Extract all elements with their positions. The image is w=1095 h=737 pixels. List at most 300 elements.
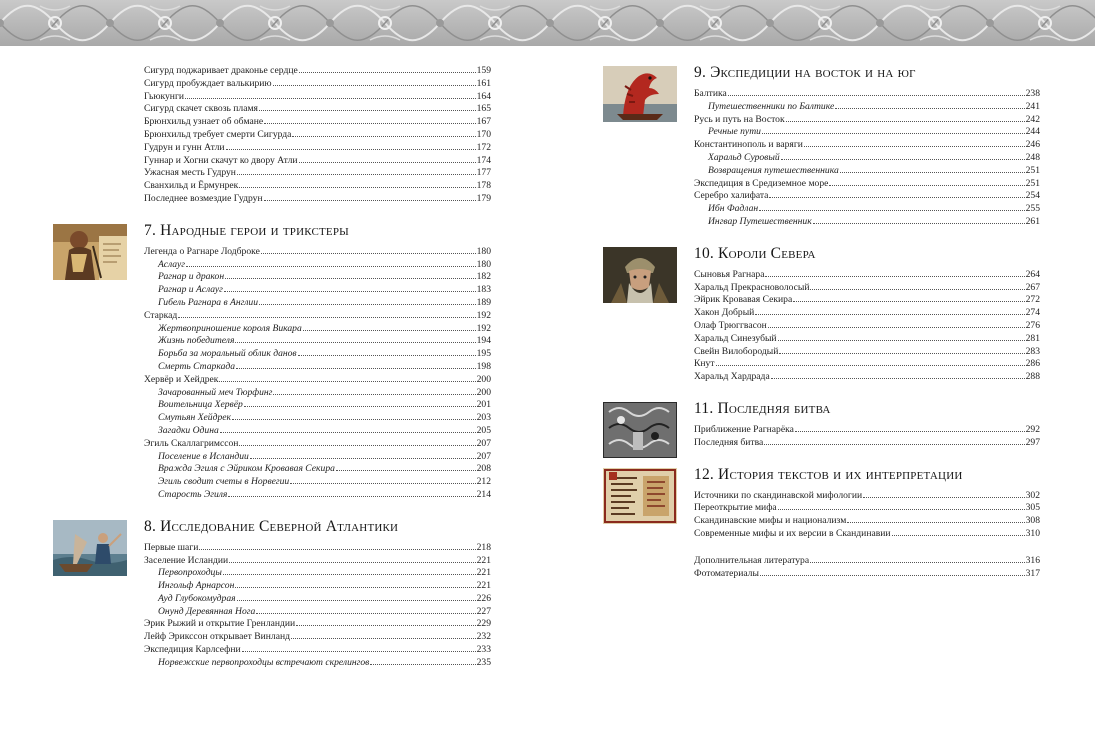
entry-title: Экспедиция в Средиземное море [694,177,829,189]
entry-title: Смутьян Хейдрек [158,412,232,424]
dot-leader [892,527,1025,536]
entry-title: Речные пути [708,126,761,138]
dot-leader [228,488,475,497]
toc-entry[interactable] [144,617,491,630]
page-number: 286 [1025,358,1040,370]
dot-leader [778,332,1025,341]
page-number: 297 [1025,436,1040,448]
entry-title: Фотоматериалы [694,567,759,579]
page-number: 174 [476,154,491,166]
toc-entry[interactable] [144,192,491,205]
dot-leader [259,296,476,305]
dot-leader [810,554,1024,563]
toc-entry[interactable] [144,541,491,554]
dot-leader [219,373,475,382]
page-number: 254 [1025,190,1040,202]
entry-title: Смерть Старкада [158,360,236,372]
page-number: 235 [476,656,491,668]
toc-back-matter [694,554,1040,580]
section-12-illustration [603,468,677,524]
toc-entry[interactable] [144,128,491,141]
toc-subentry[interactable] [144,258,491,271]
entry-title: Легенда о Рагнаре Лодброке [144,245,260,257]
toc-subentry[interactable] [144,283,491,296]
dot-leader [813,215,1025,224]
dot-leader [237,592,476,601]
toc-section-10 [694,245,1040,383]
entry-title: Брюнхильд требует смерти Сигурда [144,128,292,140]
section-9-heading: 9. Экспедиции на восток и на юг [694,64,916,81]
page-number: 164 [476,90,491,102]
toc-entry[interactable] [144,630,491,643]
dot-leader [236,360,476,369]
entry-title: Заселение Исландии [144,554,229,566]
entry-title: Ауд Глубокомудрая [158,592,236,604]
toc-subentry[interactable] [144,656,491,669]
dot-leader [264,192,476,201]
entry-title: Современные мифы и их версии в Скандинавии [694,527,891,539]
dot-leader [765,268,1024,277]
page-number: 180 [476,258,491,270]
entry-title: Переоткрытие мифа [694,502,777,514]
dot-leader [793,293,1024,302]
dot-leader [716,357,1025,366]
entry-title: Экспедиция Карлсефни [144,644,241,656]
entry-title: Харальд Прекрасноволосый [694,281,810,293]
dot-leader [781,151,1025,160]
entry-title: Лейф Эрикссон открывает Винланд [144,631,290,643]
toc-subentry[interactable] [694,125,1040,138]
section-10-heading: 10. Короли Севера [694,244,816,262]
section-11-heading: 11. Последняя битва [694,399,831,417]
toc-entry[interactable] [694,436,1040,449]
toc-entry[interactable] [694,87,1040,100]
page-number: 292 [1025,423,1040,435]
dot-leader [299,154,476,163]
dot-leader [226,141,476,150]
dot-leader [786,113,1025,122]
dot-leader [291,630,476,639]
toc-entry[interactable] [144,90,491,103]
section-9-illustration [603,66,677,122]
toc-subentry[interactable] [144,360,491,373]
page-number: 226 [476,592,491,604]
entry-title: Жертвоприношение короля Викара [158,322,302,334]
dot-leader [829,177,1024,186]
toc-right-column [694,64,1040,579]
dot-leader [239,179,475,188]
toc-entry[interactable] [694,423,1040,436]
toc-subentry[interactable] [144,411,491,424]
dot-leader [840,164,1025,173]
dot-leader [370,656,475,665]
toc-entry[interactable] [694,113,1040,126]
dot-leader [256,605,475,614]
page-number: 195 [476,348,491,360]
entry-title: Первопроходцы [158,567,222,579]
entry-title: Старкад [144,309,178,321]
entry-title: Старость Эгиля [158,488,228,500]
toc-entry[interactable] [144,245,491,258]
page-number: 194 [476,335,491,347]
entry-title: Приближение Рагнарёка [694,423,794,435]
toc-entry[interactable] [694,357,1040,370]
page-number: 172 [476,141,491,153]
entry-title: Сигурд поджаривает драконье сердце [144,65,298,76]
dot-leader [239,437,475,446]
entry-title: Константинополь и варяги [694,139,803,151]
page-number: 288 [1025,371,1040,383]
entry-title: Онунд Деревянная Нога [158,605,256,617]
entry-title: Хакон Добрый [694,307,755,319]
page-number: 229 [476,618,491,630]
dot-leader [728,87,1025,96]
dot-leader [244,398,476,407]
dot-leader [298,347,476,356]
toc-subentry[interactable] [144,462,491,475]
toc-entry[interactable] [694,319,1040,332]
section-7-heading: 7. Народные герои и трикстеры [144,221,349,239]
toc-entry[interactable] [144,643,491,656]
entry-title: Сыновья Рагнара [694,268,765,280]
toc-entry[interactable] [144,102,491,115]
toc-entry[interactable] [694,345,1040,358]
entry-title: Гуннар и Хогни скачут ко двору Атли [144,154,298,166]
toc-section-9 [694,64,1040,228]
entry-title: Дополнительная литература [694,554,810,566]
page-number: 251 [1025,164,1040,176]
page-number: 165 [476,103,491,115]
toc-entry[interactable] [144,154,491,167]
toc-section-8 [144,518,491,669]
toc-entry[interactable] [694,268,1040,281]
page-number: 192 [476,309,491,321]
entry-title: Зачарованный меч Тюрфинг [158,386,273,398]
dot-leader [778,501,1025,510]
dot-leader [290,475,475,484]
entry-title: Эгиль сводит счеты в Норвегии [158,476,290,488]
toc-subentry[interactable] [694,202,1040,215]
page-number: 170 [476,128,491,140]
page-number: 264 [1025,268,1040,280]
toc-entry[interactable] [144,373,491,386]
entry-title: Харальд Хардрада [694,371,770,383]
toc-section-continued [144,64,491,205]
entry-title: Возвращения путешественника [708,164,839,176]
dot-leader [771,370,1025,379]
toc-section-11 [694,400,1040,449]
page-number: 200 [476,373,491,385]
page-number: 192 [476,322,491,334]
page-number: 308 [1025,515,1040,527]
dot-leader [259,102,476,111]
toc-subentry[interactable] [144,488,491,501]
page-number: 207 [476,450,491,462]
dot-leader [261,245,476,254]
section-12-heading: 12. История текстов и их интерпретации [694,465,963,483]
toc-subentry[interactable] [144,579,491,592]
dot-leader [237,166,476,175]
toc-section-12 [694,466,1040,540]
page-number: 214 [476,488,491,500]
dot-leader [755,306,1024,315]
dot-leader [835,100,1024,109]
page-number: 218 [476,541,491,553]
dot-leader [186,258,476,267]
toc-entry[interactable] [694,489,1040,502]
toc-entry[interactable] [694,281,1040,294]
page-number: 283 [1025,345,1040,357]
page-number: 233 [476,644,491,656]
entry-title: Брюнхильд узнает об обмане [144,116,264,128]
page-number: 276 [1025,319,1040,331]
entry-title: Сигурд пробуждает валькирию [144,77,272,89]
dot-leader [224,283,476,292]
toc-entry[interactable] [144,179,491,192]
entry-title: Последнее возмездие Гудрун [144,192,263,204]
entry-title: Последняя битва [694,436,764,448]
entry-title: Аслауг [158,258,185,270]
dot-leader [250,450,476,459]
page-number: 274 [1025,307,1040,319]
page-number: 180 [476,245,491,257]
dot-leader [220,424,476,433]
toc-entry[interactable] [694,138,1040,151]
page-number: 272 [1025,294,1040,306]
page-number: 207 [476,437,491,449]
page-number: 159 [476,65,491,76]
entry-title: Скандинавские мифы и национализм [694,515,847,527]
toc-subentry[interactable] [694,215,1040,228]
page-number: 182 [476,271,491,283]
toc-entry[interactable] [144,166,491,179]
entry-title: Хервёр и Хейдрек [144,373,219,385]
entry-title: Харальд Суровый [708,151,780,163]
dot-leader [223,566,476,575]
page-number: 179 [476,192,491,204]
toc-subentry[interactable] [144,605,491,618]
ornament-pattern [0,0,1095,46]
page-number: 167 [476,116,491,128]
page-number: 189 [476,296,491,308]
toc-entry[interactable] [144,115,491,128]
entry-title: Рагнар и дракон [158,271,225,283]
section-7-illustration [53,224,127,280]
section-11-illustration [603,402,677,458]
toc-entry[interactable] [144,309,491,322]
entry-title: Олаф Трюггвасон [694,319,767,331]
entry-title: Гудрун и гунн Атли [144,141,225,153]
entry-title: Вражда Эгиля с Эйриком Кровавая Секира [158,463,335,475]
toc-entry[interactable] [694,332,1040,345]
toc-entry[interactable] [144,141,491,154]
toc-subentry[interactable] [144,592,491,605]
entry-title: Кнут [694,358,715,370]
entry-title: Ибн Фадлан [708,203,759,215]
page-number: 238 [1025,88,1040,99]
entry-title: Эйрик Кровавая Секира [694,294,793,306]
toc-subentry[interactable] [694,164,1040,177]
toc-subentry[interactable] [144,398,491,411]
toc-subentry[interactable] [144,450,491,463]
entry-title: Сигурд скачет сквозь пламя [144,103,258,115]
entry-title: Русь и путь на Восток [694,113,785,125]
section-8-illustration [53,520,127,576]
dot-leader [242,643,476,652]
dot-leader [804,138,1025,147]
entry-title: Ужасная месть Гудрун [144,167,236,179]
toc-entry[interactable] [694,189,1040,202]
entry-title: Жизнь победителя [158,335,235,347]
page-number: 232 [476,631,491,643]
toc-subentry[interactable] [144,322,491,335]
entry-title: Серебро халифата [694,190,769,202]
entry-title: Источники по скандинавской мифологии [694,489,863,501]
dot-leader [769,189,1024,198]
page-number: 305 [1025,502,1040,514]
page-number: 251 [1025,177,1040,189]
entry-title: Ингольф Арнарсон [158,580,235,592]
dot-leader [178,309,475,318]
dot-leader [336,462,476,471]
page-number: 208 [476,463,491,475]
toc-entry[interactable] [694,306,1040,319]
toc-subentry[interactable] [144,424,491,437]
dot-leader [303,322,476,331]
dot-leader [292,128,475,137]
page-number: 221 [476,580,491,592]
page-number: 221 [476,554,491,566]
dot-leader [795,423,1025,432]
page-number: 248 [1025,151,1040,163]
toc-entry[interactable] [694,514,1040,527]
page-number: 244 [1025,126,1040,138]
dot-leader [296,617,475,626]
toc-subentry[interactable] [144,296,491,309]
entry-title: Рагнар и Аслауг [158,284,223,296]
dot-leader [299,64,476,73]
dot-leader [768,319,1025,328]
page-number: 201 [476,399,491,411]
page-number: 212 [476,476,491,488]
entry-title: Путешественники по Балтике [708,100,835,112]
dot-leader [273,386,475,395]
dot-leader [225,270,476,279]
entry-title: Балтика [694,88,727,99]
dot-leader [760,567,1025,576]
toc-subentry[interactable] [144,270,491,283]
dot-leader [185,90,476,99]
page-number: 317 [1025,567,1040,579]
toc-entry[interactable] [694,370,1040,383]
dot-leader [273,77,476,86]
page-number: 310 [1025,527,1040,539]
page-number: 261 [1025,215,1040,227]
entry-title: Эрик Рыжий и открытие Гренландии [144,618,296,630]
page-number: 161 [476,77,491,89]
page-number: 316 [1025,554,1040,566]
page-number: 198 [476,360,491,372]
page-number: 178 [476,180,491,192]
page-number: 227 [476,605,491,617]
toc-entry[interactable] [144,437,491,450]
page-number: 302 [1025,489,1040,501]
section-8-heading: 8. Исследование Северной Атлантики [144,517,399,535]
page-number: 183 [476,284,491,296]
page-number: 205 [476,424,491,436]
entry-title: Воительница Хервёр [158,399,243,411]
toc-entry[interactable] [694,554,1040,567]
entry-title: Поселение в Исландии [158,450,249,462]
page-number: 267 [1025,281,1040,293]
page-number: 281 [1025,332,1040,344]
entry-title: Эгиль Скаллагримссон [144,437,239,449]
toc-subentry[interactable] [144,475,491,488]
page-number: 255 [1025,203,1040,215]
ornamental-header-banner [0,0,1095,46]
toc-subentry[interactable] [144,386,491,399]
dot-leader [235,334,475,343]
entry-title: Сванхильд и Ёрмунрек [144,180,239,192]
dot-leader [229,554,475,563]
toc-entry[interactable] [694,293,1040,306]
entry-title: Гибель Рагнара в Англии [158,296,259,308]
entry-title: Гьюкунги [144,90,185,102]
toc-subentry[interactable] [694,151,1040,164]
page-number: 246 [1025,139,1040,151]
page-number: 242 [1025,113,1040,125]
dot-leader [264,115,475,124]
dot-leader [199,541,475,550]
toc-subentry[interactable] [694,100,1040,113]
page-number: 177 [476,167,491,179]
toc-entry[interactable] [694,567,1040,580]
dot-leader [847,514,1024,523]
dot-leader [759,202,1024,211]
toc-left-column [144,64,491,669]
page-number: 221 [476,567,491,579]
entry-title: Свейн Вилобородый [694,345,779,357]
dot-leader [764,436,1024,445]
entry-title: Ингвар Путешественник [708,215,812,227]
page-number: 200 [476,386,491,398]
toc-entry[interactable] [694,501,1040,514]
toc-entry[interactable] [694,527,1040,540]
toc-subentry[interactable] [144,347,491,360]
dot-leader [232,411,476,420]
toc-entry[interactable] [144,554,491,567]
dot-leader [762,125,1025,134]
toc-entry[interactable] [144,64,491,77]
dot-leader [810,281,1024,290]
toc-subentry[interactable] [144,566,491,579]
dot-leader [779,345,1024,354]
page-number: 203 [476,412,491,424]
dot-leader [235,579,475,588]
toc-entry[interactable] [694,177,1040,190]
entry-title: Борьба за моральный облик данов [158,348,297,360]
entry-title: Загадки Одина [158,424,219,436]
toc-section-7 [144,222,491,501]
entry-title: Харальд Синезубый [694,332,777,344]
toc-subentry[interactable] [144,334,491,347]
toc-entry[interactable] [144,77,491,90]
dot-leader [863,489,1025,498]
page-number: 241 [1025,100,1040,112]
entry-title: Норвежские первопроходцы встречают скрелингов [158,656,370,668]
section-10-illustration [603,247,677,303]
entry-title: Первые шаги [144,541,199,553]
